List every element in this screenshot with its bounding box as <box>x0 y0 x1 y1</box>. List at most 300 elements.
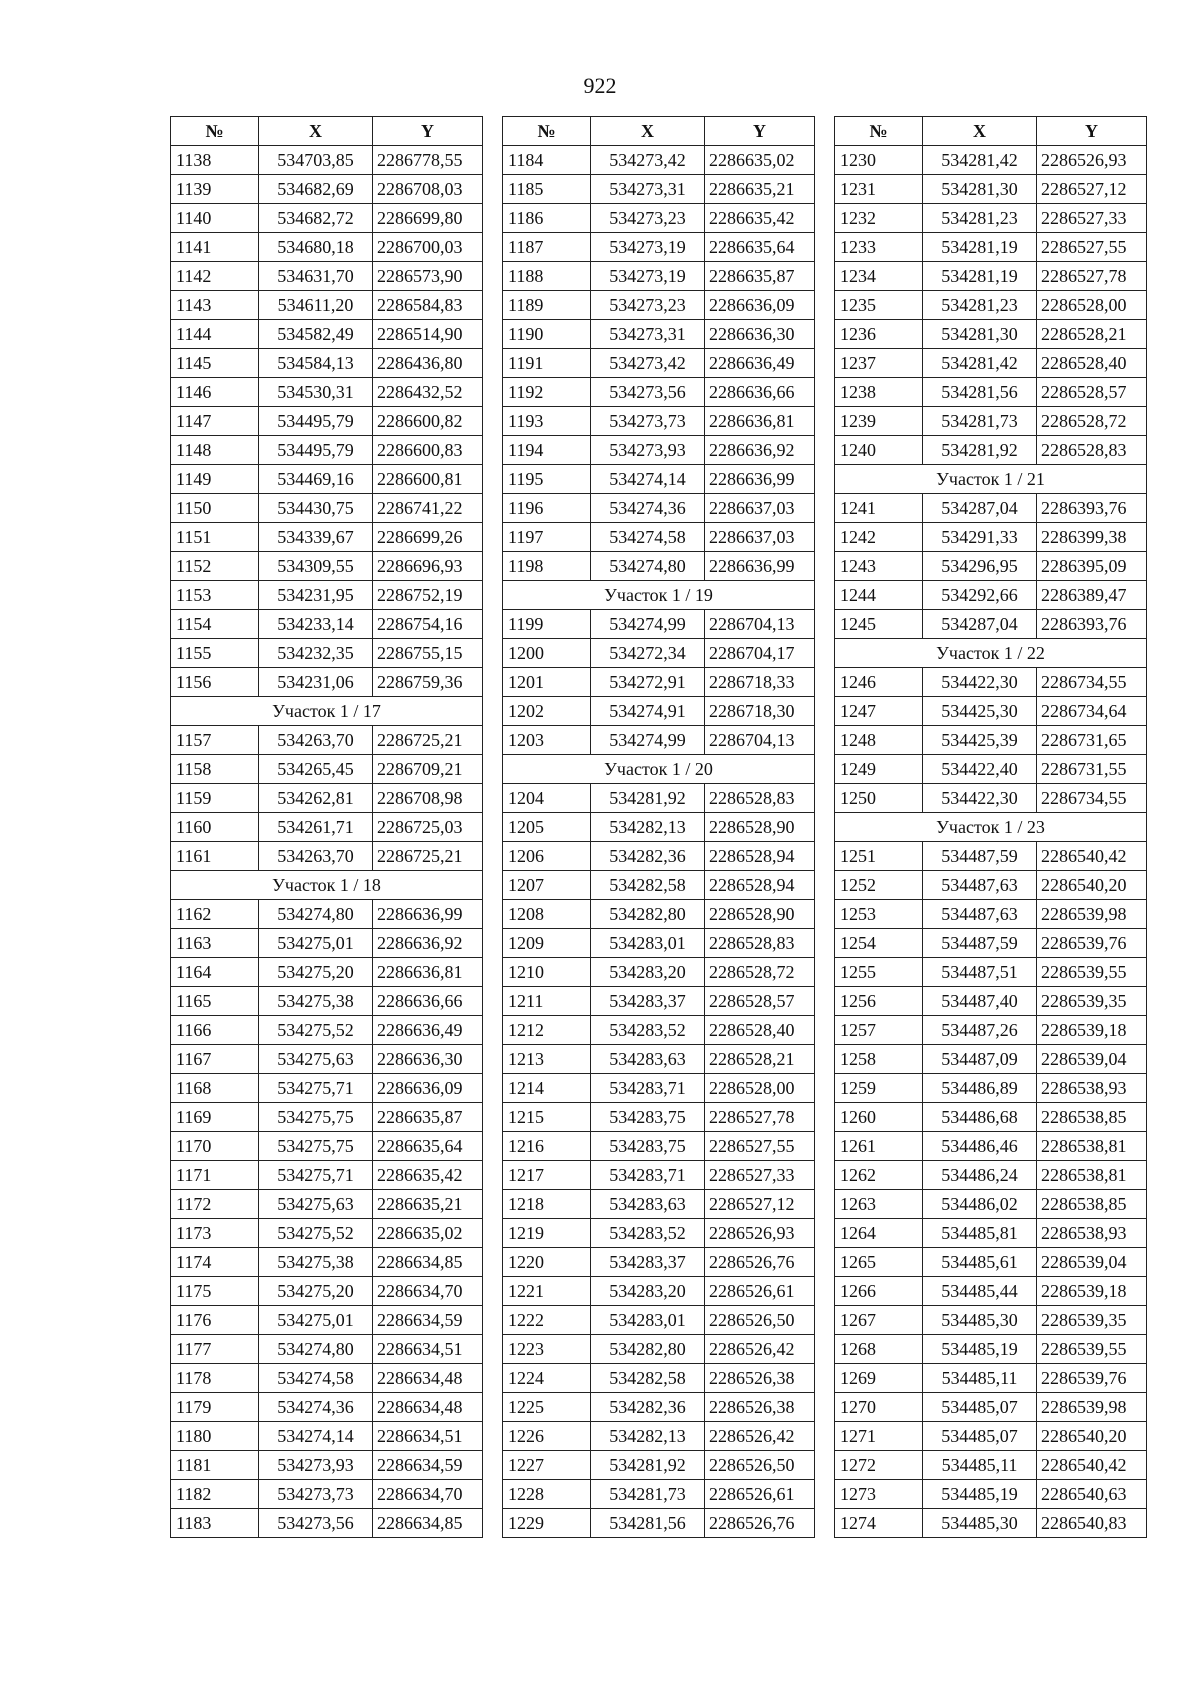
x-coordinate-cell: 534273,93 <box>591 436 705 465</box>
point-number-cell: 1214 <box>503 1074 591 1103</box>
y-coordinate-cell: 2286528,72 <box>1037 407 1147 436</box>
x-coordinate-cell: 534487,26 <box>923 1016 1037 1045</box>
point-number-cell: 1145 <box>171 349 259 378</box>
y-coordinate-cell: 2286637,03 <box>705 494 815 523</box>
point-number-cell: 1255 <box>835 958 923 987</box>
table-row <box>835 436 1147 465</box>
y-coordinate-cell: 2286528,83 <box>1037 436 1147 465</box>
y-coordinate-cell: 2286527,78 <box>705 1103 815 1132</box>
table-row <box>835 871 1147 900</box>
point-number-cell: 1213 <box>503 1045 591 1074</box>
x-coordinate-cell: 534422,30 <box>923 668 1037 697</box>
x-coordinate-cell: 534485,44 <box>923 1277 1037 1306</box>
section-title: Участок 1 / 17 <box>171 697 483 726</box>
y-coordinate-cell: 2286527,12 <box>1037 175 1147 204</box>
y-coordinate-cell: 2286528,57 <box>705 987 815 1016</box>
table-row <box>835 1074 1147 1103</box>
table-row <box>835 1161 1147 1190</box>
x-coordinate-cell: 534281,30 <box>923 320 1037 349</box>
x-coordinate-cell: 534273,42 <box>591 349 705 378</box>
point-number-cell: 1230 <box>835 146 923 175</box>
header-x: X <box>259 117 373 146</box>
point-number-cell: 1243 <box>835 552 923 581</box>
table-row <box>171 1045 483 1074</box>
table-row <box>503 1074 815 1103</box>
x-coordinate-cell: 534422,30 <box>923 784 1037 813</box>
table-row <box>171 1480 483 1509</box>
point-number-cell: 1159 <box>171 784 259 813</box>
point-number-cell: 1223 <box>503 1335 591 1364</box>
table-row <box>171 523 483 552</box>
table-row <box>503 465 815 494</box>
table-row <box>835 610 1147 639</box>
x-coordinate-cell: 534485,61 <box>923 1248 1037 1277</box>
table-row <box>171 1016 483 1045</box>
y-coordinate-cell: 2286528,83 <box>705 784 815 813</box>
x-coordinate-cell: 534486,24 <box>923 1161 1037 1190</box>
table-header-row <box>171 117 483 146</box>
x-coordinate-cell: 534682,69 <box>259 175 373 204</box>
x-coordinate-cell: 534232,35 <box>259 639 373 668</box>
table-header-row <box>835 117 1147 146</box>
x-coordinate-cell: 534274,58 <box>591 523 705 552</box>
table-row <box>835 842 1147 871</box>
table-row <box>835 1422 1147 1451</box>
point-number-cell: 1206 <box>503 842 591 871</box>
y-coordinate-cell: 2286540,20 <box>1037 1422 1147 1451</box>
y-coordinate-cell: 2286636,81 <box>373 958 483 987</box>
point-number-cell: 1198 <box>503 552 591 581</box>
y-coordinate-cell: 2286538,93 <box>1037 1219 1147 1248</box>
x-coordinate-cell: 534296,95 <box>923 552 1037 581</box>
table-row <box>835 697 1147 726</box>
x-coordinate-cell: 534486,46 <box>923 1132 1037 1161</box>
y-coordinate-cell: 2286704,13 <box>705 726 815 755</box>
x-coordinate-cell: 534495,79 <box>259 407 373 436</box>
point-number-cell: 1141 <box>171 233 259 262</box>
table-row <box>171 1190 483 1219</box>
table-row <box>171 494 483 523</box>
y-coordinate-cell: 2286699,26 <box>373 523 483 552</box>
x-coordinate-cell: 534273,56 <box>591 378 705 407</box>
point-number-cell: 1158 <box>171 755 259 784</box>
table-row <box>503 1422 815 1451</box>
point-number-cell: 1249 <box>835 755 923 784</box>
y-coordinate-cell: 2286635,87 <box>373 1103 483 1132</box>
y-coordinate-cell: 2286635,21 <box>373 1190 483 1219</box>
point-number-cell: 1146 <box>171 378 259 407</box>
y-coordinate-cell: 2286699,80 <box>373 204 483 233</box>
x-coordinate-cell: 534274,36 <box>591 494 705 523</box>
table-row <box>171 349 483 378</box>
table-row <box>503 929 815 958</box>
y-coordinate-cell: 2286393,76 <box>1037 494 1147 523</box>
x-coordinate-cell: 534282,58 <box>591 871 705 900</box>
x-coordinate-cell: 534273,93 <box>259 1451 373 1480</box>
table-row <box>835 1248 1147 1277</box>
point-number-cell: 1197 <box>503 523 591 552</box>
table-row <box>835 958 1147 987</box>
x-coordinate-cell: 534275,71 <box>259 1074 373 1103</box>
y-coordinate-cell: 2286539,18 <box>1037 1277 1147 1306</box>
x-coordinate-cell: 534485,11 <box>923 1451 1037 1480</box>
y-coordinate-cell: 2286528,21 <box>705 1045 815 1074</box>
x-coordinate-cell: 534283,63 <box>591 1190 705 1219</box>
table-row <box>171 929 483 958</box>
x-coordinate-cell: 534275,71 <box>259 1161 373 1190</box>
point-number-cell: 1190 <box>503 320 591 349</box>
table-row <box>835 784 1147 813</box>
point-number-cell: 1167 <box>171 1045 259 1074</box>
table-row <box>503 1393 815 1422</box>
table-row <box>503 1161 815 1190</box>
x-coordinate-cell: 534283,20 <box>591 1277 705 1306</box>
point-number-cell: 1231 <box>835 175 923 204</box>
point-number-cell: 1247 <box>835 697 923 726</box>
x-coordinate-cell: 534631,70 <box>259 262 373 291</box>
header-number: № <box>835 117 923 146</box>
table-row <box>503 987 815 1016</box>
y-coordinate-cell: 2286540,63 <box>1037 1480 1147 1509</box>
table-row <box>171 726 483 755</box>
table-row <box>503 1219 815 1248</box>
x-coordinate-cell: 534485,30 <box>923 1509 1037 1538</box>
y-coordinate-cell: 2286635,64 <box>373 1132 483 1161</box>
y-coordinate-cell: 2286538,85 <box>1037 1190 1147 1219</box>
point-number-cell: 1208 <box>503 900 591 929</box>
x-coordinate-cell: 534582,49 <box>259 320 373 349</box>
table-row <box>503 1306 815 1335</box>
y-coordinate-cell: 2286526,38 <box>705 1393 815 1422</box>
point-number-cell: 1209 <box>503 929 591 958</box>
x-coordinate-cell: 534273,19 <box>591 233 705 262</box>
y-coordinate-cell: 2286600,81 <box>373 465 483 494</box>
x-coordinate-cell: 534275,38 <box>259 987 373 1016</box>
point-number-cell: 1139 <box>171 175 259 204</box>
y-coordinate-cell: 2286635,64 <box>705 233 815 262</box>
table-row <box>171 1509 483 1538</box>
table-row <box>171 1335 483 1364</box>
x-coordinate-cell: 534275,01 <box>259 1306 373 1335</box>
table-row <box>503 407 815 436</box>
header-y: Y <box>1037 117 1147 146</box>
point-number-cell: 1144 <box>171 320 259 349</box>
table-row <box>503 1132 815 1161</box>
x-coordinate-cell: 534485,07 <box>923 1393 1037 1422</box>
table-row <box>503 291 815 320</box>
x-coordinate-cell: 534233,14 <box>259 610 373 639</box>
table-row <box>835 1306 1147 1335</box>
table-row <box>835 1277 1147 1306</box>
point-number-cell: 1181 <box>171 1451 259 1480</box>
point-number-cell: 1266 <box>835 1277 923 1306</box>
point-number-cell: 1169 <box>171 1103 259 1132</box>
x-coordinate-cell: 534275,20 <box>259 1277 373 1306</box>
y-coordinate-cell: 2286636,66 <box>705 378 815 407</box>
point-number-cell: 1149 <box>171 465 259 494</box>
y-coordinate-cell: 2286634,48 <box>373 1393 483 1422</box>
point-number-cell: 1258 <box>835 1045 923 1074</box>
y-coordinate-cell: 2286527,55 <box>705 1132 815 1161</box>
x-coordinate-cell: 534281,73 <box>923 407 1037 436</box>
point-number-cell: 1253 <box>835 900 923 929</box>
y-coordinate-cell: 2286636,81 <box>705 407 815 436</box>
point-number-cell: 1240 <box>835 436 923 465</box>
y-coordinate-cell: 2286539,18 <box>1037 1016 1147 1045</box>
point-number-cell: 1250 <box>835 784 923 813</box>
table-row <box>503 958 815 987</box>
y-coordinate-cell: 2286539,55 <box>1037 958 1147 987</box>
y-coordinate-cell: 2286635,02 <box>373 1219 483 1248</box>
point-number-cell: 1148 <box>171 436 259 465</box>
table-row <box>835 1132 1147 1161</box>
point-number-cell: 1165 <box>171 987 259 1016</box>
point-number-cell: 1187 <box>503 233 591 262</box>
point-number-cell: 1219 <box>503 1219 591 1248</box>
point-number-cell: 1245 <box>835 610 923 639</box>
section-row <box>835 465 1147 494</box>
point-number-cell: 1171 <box>171 1161 259 1190</box>
x-coordinate-cell: 534283,37 <box>591 1248 705 1277</box>
point-number-cell: 1238 <box>835 378 923 407</box>
x-coordinate-cell: 534281,92 <box>591 784 705 813</box>
y-coordinate-cell: 2286526,50 <box>705 1306 815 1335</box>
point-number-cell: 1172 <box>171 1190 259 1219</box>
x-coordinate-cell: 534272,34 <box>591 639 705 668</box>
point-number-cell: 1261 <box>835 1132 923 1161</box>
table-row <box>503 871 815 900</box>
x-coordinate-cell: 534430,75 <box>259 494 373 523</box>
point-number-cell: 1161 <box>171 842 259 871</box>
x-coordinate-cell: 534487,09 <box>923 1045 1037 1074</box>
x-coordinate-cell: 534274,80 <box>591 552 705 581</box>
table-row <box>503 349 815 378</box>
x-coordinate-cell: 534275,52 <box>259 1219 373 1248</box>
x-coordinate-cell: 534281,42 <box>923 146 1037 175</box>
y-coordinate-cell: 2286600,82 <box>373 407 483 436</box>
table-row <box>503 900 815 929</box>
y-coordinate-cell: 2286759,36 <box>373 668 483 697</box>
point-number-cell: 1239 <box>835 407 923 436</box>
y-coordinate-cell: 2286436,80 <box>373 349 483 378</box>
table-row <box>835 1364 1147 1393</box>
section-row <box>835 639 1147 668</box>
x-coordinate-cell: 534281,19 <box>923 233 1037 262</box>
point-number-cell: 1242 <box>835 523 923 552</box>
y-coordinate-cell: 2286704,13 <box>705 610 815 639</box>
y-coordinate-cell: 2286636,30 <box>705 320 815 349</box>
point-number-cell: 1196 <box>503 494 591 523</box>
table-header-row <box>503 117 815 146</box>
table-row <box>171 581 483 610</box>
x-coordinate-cell: 534281,92 <box>923 436 1037 465</box>
header-number: № <box>171 117 259 146</box>
table-row <box>171 610 483 639</box>
x-coordinate-cell: 534287,04 <box>923 610 1037 639</box>
y-coordinate-cell: 2286528,57 <box>1037 378 1147 407</box>
table-row <box>171 1248 483 1277</box>
point-number-cell: 1228 <box>503 1480 591 1509</box>
point-number-cell: 1160 <box>171 813 259 842</box>
y-coordinate-cell: 2286635,21 <box>705 175 815 204</box>
x-coordinate-cell: 534309,55 <box>259 552 373 581</box>
section-title: Участок 1 / 19 <box>503 581 815 610</box>
table-row <box>835 1451 1147 1480</box>
y-coordinate-cell: 2286636,92 <box>705 436 815 465</box>
x-coordinate-cell: 534283,52 <box>591 1219 705 1248</box>
point-number-cell: 1246 <box>835 668 923 697</box>
point-number-cell: 1195 <box>503 465 591 494</box>
table-row <box>171 1393 483 1422</box>
y-coordinate-cell: 2286636,30 <box>373 1045 483 1074</box>
table-row <box>171 1161 483 1190</box>
x-coordinate-cell: 534281,23 <box>923 291 1037 320</box>
point-number-cell: 1252 <box>835 871 923 900</box>
header-x: X <box>923 117 1037 146</box>
point-number-cell: 1175 <box>171 1277 259 1306</box>
point-number-cell: 1199 <box>503 610 591 639</box>
x-coordinate-cell: 534283,01 <box>591 1306 705 1335</box>
point-number-cell: 1251 <box>835 842 923 871</box>
table-row <box>835 146 1147 175</box>
x-coordinate-cell: 534275,63 <box>259 1190 373 1219</box>
y-coordinate-cell: 2286540,42 <box>1037 1451 1147 1480</box>
y-coordinate-cell: 2286636,99 <box>705 552 815 581</box>
point-number-cell: 1178 <box>171 1364 259 1393</box>
y-coordinate-cell: 2286634,59 <box>373 1451 483 1480</box>
point-number-cell: 1225 <box>503 1393 591 1422</box>
y-coordinate-cell: 2286636,09 <box>705 291 815 320</box>
y-coordinate-cell: 2286634,51 <box>373 1422 483 1451</box>
y-coordinate-cell: 2286528,40 <box>1037 349 1147 378</box>
header-x: X <box>591 117 705 146</box>
y-coordinate-cell: 2286526,61 <box>705 1277 815 1306</box>
point-number-cell: 1207 <box>503 871 591 900</box>
point-number-cell: 1184 <box>503 146 591 175</box>
point-number-cell: 1183 <box>171 1509 259 1538</box>
y-coordinate-cell: 2286528,83 <box>705 929 815 958</box>
x-coordinate-cell: 534283,71 <box>591 1074 705 1103</box>
table-row <box>503 204 815 233</box>
point-number-cell: 1274 <box>835 1509 923 1538</box>
y-coordinate-cell: 2286526,42 <box>705 1335 815 1364</box>
table-row <box>171 262 483 291</box>
y-coordinate-cell: 2286635,42 <box>705 204 815 233</box>
y-coordinate-cell: 2286526,93 <box>705 1219 815 1248</box>
point-number-cell: 1232 <box>835 204 923 233</box>
table-row <box>835 175 1147 204</box>
y-coordinate-cell: 2286635,42 <box>373 1161 483 1190</box>
x-coordinate-cell: 534273,19 <box>591 262 705 291</box>
x-coordinate-cell: 534487,59 <box>923 929 1037 958</box>
point-number-cell: 1236 <box>835 320 923 349</box>
coordinates-table-3 <box>834 116 1147 1538</box>
point-number-cell: 1174 <box>171 1248 259 1277</box>
table-row <box>835 262 1147 291</box>
y-coordinate-cell: 2286636,99 <box>373 900 483 929</box>
x-coordinate-cell: 534485,11 <box>923 1364 1037 1393</box>
point-number-cell: 1180 <box>171 1422 259 1451</box>
x-coordinate-cell: 534283,75 <box>591 1132 705 1161</box>
point-number-cell: 1264 <box>835 1219 923 1248</box>
y-coordinate-cell: 2286526,42 <box>705 1422 815 1451</box>
header-number: № <box>503 117 591 146</box>
x-coordinate-cell: 534487,51 <box>923 958 1037 987</box>
table-row <box>171 552 483 581</box>
x-coordinate-cell: 534275,75 <box>259 1103 373 1132</box>
table-row <box>171 668 483 697</box>
x-coordinate-cell: 534281,23 <box>923 204 1037 233</box>
table-row <box>503 1248 815 1277</box>
x-coordinate-cell: 534273,73 <box>259 1480 373 1509</box>
point-number-cell: 1205 <box>503 813 591 842</box>
point-number-cell: 1157 <box>171 726 259 755</box>
point-number-cell: 1268 <box>835 1335 923 1364</box>
x-coordinate-cell: 534262,81 <box>259 784 373 813</box>
table-row <box>835 726 1147 755</box>
point-number-cell: 1233 <box>835 233 923 262</box>
y-coordinate-cell: 2286754,16 <box>373 610 483 639</box>
x-coordinate-cell: 534263,70 <box>259 726 373 755</box>
y-coordinate-cell: 2286526,76 <box>705 1248 815 1277</box>
x-coordinate-cell: 534273,56 <box>259 1509 373 1538</box>
point-number-cell: 1212 <box>503 1016 591 1045</box>
table-row <box>503 1451 815 1480</box>
x-coordinate-cell: 534291,33 <box>923 523 1037 552</box>
x-coordinate-cell: 534487,63 <box>923 871 1037 900</box>
x-coordinate-cell: 534485,07 <box>923 1422 1037 1451</box>
coordinates-table-2 <box>502 116 815 1538</box>
y-coordinate-cell: 2286539,04 <box>1037 1045 1147 1074</box>
point-number-cell: 1150 <box>171 494 259 523</box>
x-coordinate-cell: 534425,30 <box>923 697 1037 726</box>
x-coordinate-cell: 534273,23 <box>591 291 705 320</box>
x-coordinate-cell: 534487,59 <box>923 842 1037 871</box>
y-coordinate-cell: 2286527,33 <box>705 1161 815 1190</box>
y-coordinate-cell: 2286539,55 <box>1037 1335 1147 1364</box>
y-coordinate-cell: 2286528,94 <box>705 871 815 900</box>
table-row <box>835 378 1147 407</box>
x-coordinate-cell: 534487,63 <box>923 900 1037 929</box>
y-coordinate-cell: 2286696,93 <box>373 552 483 581</box>
x-coordinate-cell: 534283,01 <box>591 929 705 958</box>
x-coordinate-cell: 534274,80 <box>259 1335 373 1364</box>
y-coordinate-cell: 2286540,42 <box>1037 842 1147 871</box>
y-coordinate-cell: 2286778,55 <box>373 146 483 175</box>
table-row <box>835 1103 1147 1132</box>
y-coordinate-cell: 2286527,33 <box>1037 204 1147 233</box>
y-coordinate-cell: 2286734,55 <box>1037 784 1147 813</box>
x-coordinate-cell: 534680,18 <box>259 233 373 262</box>
y-coordinate-cell: 2286636,66 <box>373 987 483 1016</box>
table-row <box>503 1045 815 1074</box>
header-y: Y <box>705 117 815 146</box>
y-coordinate-cell: 2286708,98 <box>373 784 483 813</box>
table-row <box>171 407 483 436</box>
x-coordinate-cell: 534282,80 <box>591 900 705 929</box>
table-row <box>503 436 815 465</box>
x-coordinate-cell: 534611,20 <box>259 291 373 320</box>
y-coordinate-cell: 2286725,21 <box>373 842 483 871</box>
point-number-cell: 1224 <box>503 1364 591 1393</box>
y-coordinate-cell: 2286709,21 <box>373 755 483 784</box>
x-coordinate-cell: 534486,02 <box>923 1190 1037 1219</box>
point-number-cell: 1152 <box>171 552 259 581</box>
x-coordinate-cell: 534485,19 <box>923 1335 1037 1364</box>
x-coordinate-cell: 534281,92 <box>591 1451 705 1480</box>
x-coordinate-cell: 534469,16 <box>259 465 373 494</box>
y-coordinate-cell: 2286755,15 <box>373 639 483 668</box>
